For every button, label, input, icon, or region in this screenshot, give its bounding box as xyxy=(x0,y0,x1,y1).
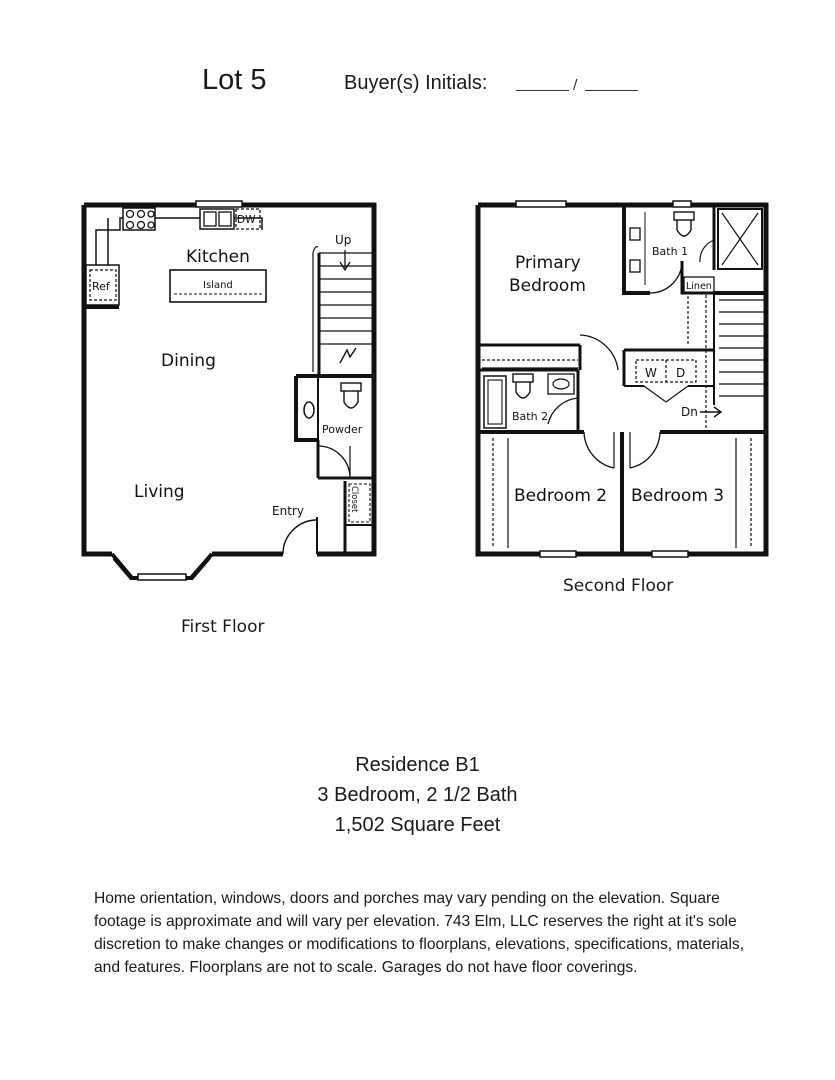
second-floor-caption: Second Floor xyxy=(563,576,674,596)
dining-label: Dining xyxy=(161,351,216,371)
kitchen-label: Kitchen xyxy=(186,247,250,267)
dishwasher-label: DW xyxy=(237,214,256,226)
lot-title: Lot 5 xyxy=(202,64,267,96)
stairs-up-label: Up xyxy=(335,233,352,247)
residence-config: 3 Bedroom, 2 1/2 Bath xyxy=(317,784,518,806)
living-label: Living xyxy=(134,482,185,502)
bedroom2-label: Bedroom 2 xyxy=(514,486,608,506)
island-label: Island xyxy=(203,280,233,291)
closet-label: Closet xyxy=(349,486,359,513)
buyer-initials-label: Buyer(s) Initials: xyxy=(344,72,488,94)
dryer-label: D xyxy=(676,366,686,380)
first-floor-caption: First Floor xyxy=(181,617,265,637)
residence-name: Residence B1 xyxy=(355,754,480,776)
stairs-down-label: Dn xyxy=(681,405,698,419)
bath2-label: Bath 2 xyxy=(512,410,549,423)
linen-label: Linen xyxy=(686,281,712,292)
disclaimer-text: Home orientation, windows, doors and porches may vary pending on the elevation. Square footage is approximate and will vary per elevation. 743 Elm, LLC reserves the right at it's sole discretion to make changes or modifications to floorplans, elevations, specifications, materials, and features. Floorplans are not to scale. Garages do not have floor coverings. xyxy=(94,890,745,976)
primary-bedroom-label-line1: Primary xyxy=(515,253,581,273)
initials-separator: / xyxy=(573,78,578,93)
bedroom3-label: Bedroom 3 xyxy=(631,486,725,506)
residence-area: 1,502 Square Feet xyxy=(334,814,501,836)
bath1-label: Bath 1 xyxy=(652,245,689,258)
powder-label: Powder xyxy=(322,423,363,436)
primary-bedroom-label-line2: Bedroom xyxy=(509,276,586,296)
entry-label: Entry xyxy=(272,504,304,518)
refrigerator-label: Ref xyxy=(92,280,110,293)
washer-label: W xyxy=(645,366,657,380)
